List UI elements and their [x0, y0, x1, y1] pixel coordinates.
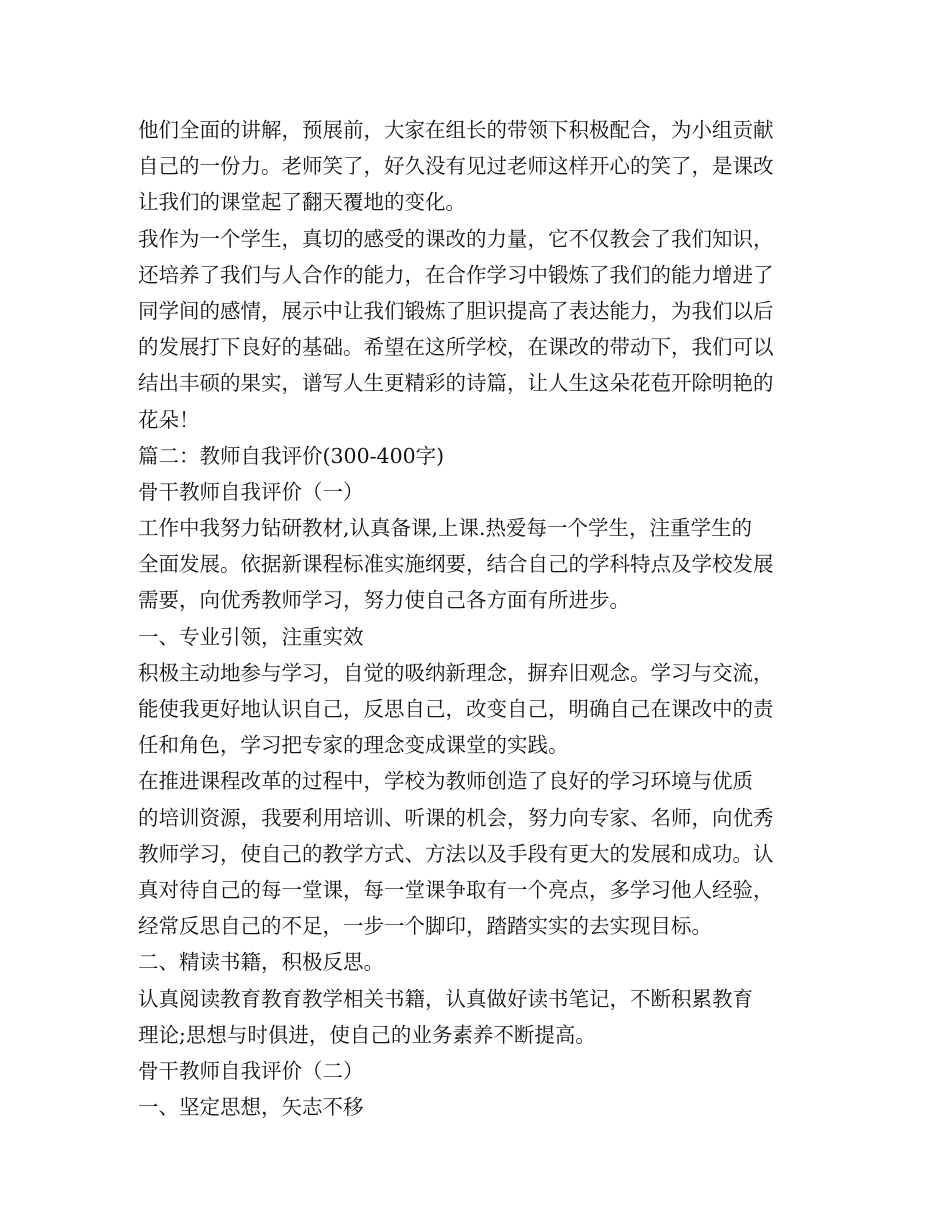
text-line: 的发展打下良好的基础。希望在这所学校，在课改的带动下，我们可以	[138, 335, 774, 360]
text-line: 真对待自己的每一堂课，每一堂课争取有一个亮点，多学习他人经验，	[138, 877, 774, 902]
text-line: 能使我更好地认识自己，反思自己，改变自己，明确自己在课改中的责	[138, 697, 774, 721]
text-line: 我作为一个学生，真切的感受的课改的力量，它不仅教会了我们知识，	[138, 226, 774, 251]
text-line: 积极主动地参与学习，自觉的吸纳新理念，摒弃旧观念。学习与交流，	[138, 660, 774, 685]
text-line: 让我们的课堂起了翻天覆地的变化。	[138, 190, 466, 215]
text-line: 认真阅读教育教育教学相关书籍，认真做好读书笔记，不断积累教育	[138, 986, 753, 1011]
text-line: 在推进课程改革的过程中，学校为教师创造了良好的学习环境与优质	[138, 769, 753, 794]
text-line: 教师学习，使自己的教学方式、方法以及手段有更大的发展和成功。认	[138, 841, 774, 866]
text-line: 花朵！	[138, 407, 200, 432]
document-body	[138, 112, 828, 1125]
text-line: 结出丰硕的果实，谱写人生更精彩的诗篇，让人生这朵花苞开除明艳的	[138, 371, 774, 396]
text-line: 任和角色，学习把专家的理念变成课堂的实践。	[138, 733, 569, 758]
subsection-heading: 一、坚定思想，矢志不移	[138, 1095, 364, 1120]
subsection-heading: 骨干教师自我评价（一）	[138, 479, 364, 504]
text-line: 的培训资源，我要利用培训、听课的机会，努力向专家、名师，向优秀	[138, 805, 774, 830]
text-line: 工作中我努力钻研教材,认真备课,上课.热爱每一个学生，注重学生的	[138, 516, 753, 541]
subsection-heading: 一、专业引领，注重实效	[138, 624, 364, 649]
section-heading: 篇二：教师自我评价(300-400字)	[138, 443, 445, 468]
text-line: 他们全面的讲解，预展前，大家在组长的带领下积极配合，为小组贡献	[138, 118, 774, 142]
text-line: 需要，向优秀教师学习，努力使自己各方面有所进步。	[138, 588, 630, 613]
subsection-heading: 二、精读书籍，积极反思。	[138, 950, 384, 975]
subsection-heading: 骨干教师自我评价（二）	[138, 1058, 364, 1083]
text-line: 全面发展。依据新课程标准实施纲要，结合自己的学科特点及学校发展	[138, 552, 774, 577]
text-line: 经常反思自己的不足，一步一个脚印，踏踏实实的去实现目标。	[138, 914, 712, 939]
text-line: 自己的一份力。老师笑了，好久没有见过老师这样开心的笑了，是课改	[138, 154, 774, 179]
text-line: 同学间的感情，展示中让我们锻炼了胆识提高了表达能力，为我们以后	[138, 298, 774, 323]
text-line: 还培养了我们与人合作的能力，在合作学习中锻炼了我们的能力增进了	[138, 262, 774, 287]
text-line: 理论;思想与时俱进，使自己的业务素养不断提高。	[138, 1022, 596, 1047]
